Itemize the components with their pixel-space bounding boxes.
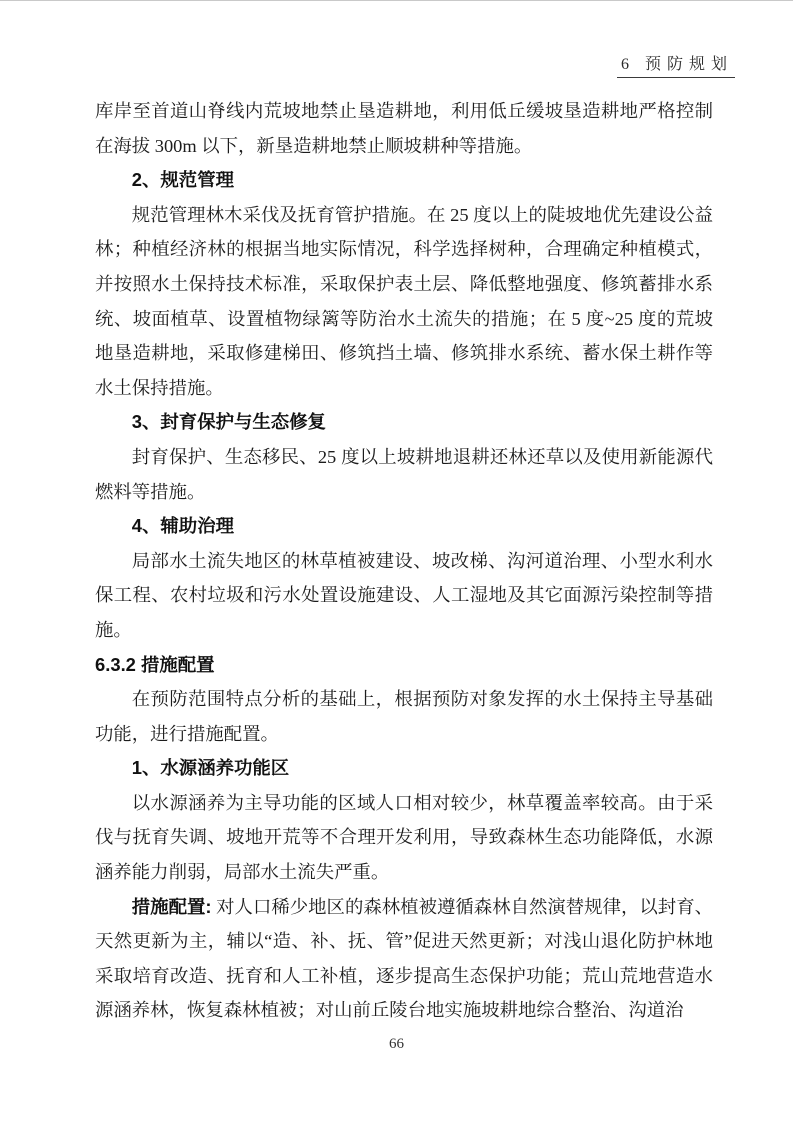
paragraph-auxiliary-treatment: 局部水土流失地区的林草植被建设、坡改梯、沟河道治理、小型水利水保工程、农村垃圾和污水处置设施建设、人工湿地及其它面源污染控制等措施。 bbox=[95, 550, 713, 640]
paragraph-continuation: 库岸至首道山脊线内荒坡地禁止垦造耕地，利用低丘缓坡垦造耕地严格控制在海拔 300m 以下，新垦造耕地禁止顺坡耕种等措施。 bbox=[95, 101, 713, 156]
paragraph-section-6-3-2-intro: 在预防范围特点分析的基础上，根据预防对象发挥的水土保持主导基础功能，进行措施配置。 bbox=[95, 689, 713, 744]
page-number: 66 bbox=[389, 1036, 404, 1052]
paragraph-standard-management: 规范管理林木采伐及抚育管护措施。在 25 度以上的陡坡地优先建设公益林；种植经济林的根据当地实际情况，科学选择树种，合理确定种植模式，并按照水土保持技术标准，采取保护表土层、降低整地强度、修筑蓄排水系统、坡面植草、设置植物绿篱等防治水土流失的措施；在 5 度~25 度的荒坡地垦造耕地，采取修建梯田、修筑挡土墙、修筑排水系统、蓄水保土耕作等水土保持措施。 bbox=[95, 204, 713, 398]
paragraph-enclosure-protection: 封育保护、生态移民、25 度以上坡耕地退耕还林还草以及使用新能源代燃料等措施。 bbox=[95, 446, 713, 502]
heading-water-conservation-zone: 1、水源涵养功能区 bbox=[131, 757, 290, 779]
heading-standard-management: 2、规范管理 bbox=[131, 169, 234, 191]
document-body bbox=[95, 94, 713, 1028]
heading-auxiliary-treatment: 4、辅助治理 bbox=[131, 515, 234, 537]
heading-enclosure-protection: 3、封育保护与生态修复 bbox=[131, 411, 326, 433]
measures-configuration-lead-label: 措施配置: bbox=[131, 895, 212, 917]
measures-configuration-text: 对人口稀少地区的森林植被遵循森林自然演替规律，以封育、天然更新为主，辅以“造、补、抚、管”促进天然更新；对浅山退化防护林地采取培育改造、抚育和人工补植，逐步提高生态保护功能；荒山荒地营造水源涵养林，恢复森林植被；对山前丘陵台地实施坡耕地综合整治、沟道治 bbox=[95, 896, 713, 1021]
paragraph-measures-configuration bbox=[95, 890, 713, 1028]
running-header-section-title: 6 预防规划 bbox=[617, 51, 735, 78]
page-top-edge bbox=[0, 0, 793, 1]
heading-section-6-3-2: 6.3.2 措施配置 bbox=[95, 653, 215, 675]
paragraph-water-conservation-zone: 以水源涵养为主导功能的区域人口相对较少，林草覆盖率较高。由于采伐与抚育失调、坡地开荒等不合理开发利用，导致森林生态功能降低，水源涵养能力削弱，局部水土流失严重。 bbox=[95, 792, 713, 883]
